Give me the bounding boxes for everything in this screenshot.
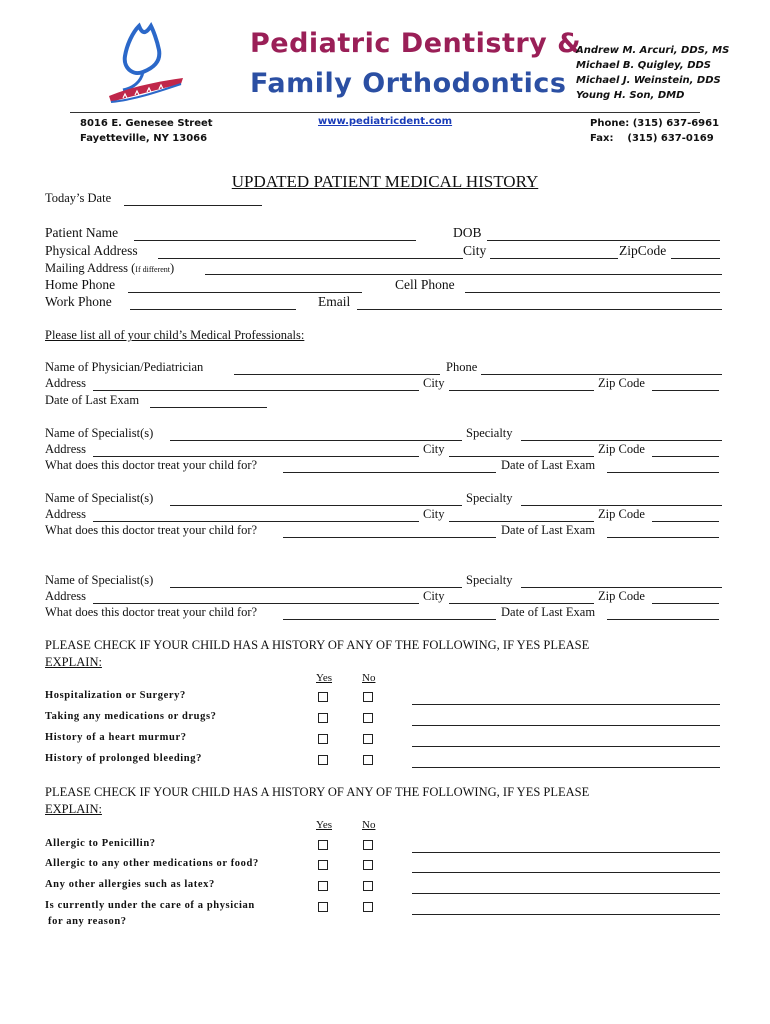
practice-address — [80, 116, 213, 146]
city-label: City — [463, 243, 487, 258]
dob-label: DOB — [453, 225, 482, 240]
contact-numbers — [590, 116, 719, 146]
physical-address-field[interactable] — [158, 258, 463, 259]
fax-number: Fax: (315) 637-0169 — [590, 133, 714, 144]
physician-phone-field[interactable] — [481, 374, 722, 375]
specialist-name-field[interactable] — [170, 440, 462, 441]
practice-name-line1: Pediatric Dentistry & — [250, 28, 582, 59]
specialist-last-exam-field[interactable] — [607, 472, 719, 473]
no-checkbox[interactable] — [363, 734, 373, 744]
question-label: History of a heart murmur? — [45, 732, 187, 743]
physician-city-field[interactable] — [449, 390, 594, 391]
doctor-name: Michael J. Weinstein, DDS — [576, 75, 721, 86]
question-label: Is currently under the care of a physician — [45, 900, 255, 911]
history-heading-explain: EXPLAIN: — [45, 655, 102, 669]
cell-phone-label: Cell Phone — [395, 277, 455, 292]
question-label: Any other allergies such as latex? — [45, 879, 215, 890]
zip-label: ZipCode — [619, 243, 667, 258]
work-phone-field[interactable] — [130, 309, 296, 310]
physician-city-label: City — [423, 376, 445, 390]
specialist-treat-label: What does this doctor treat your child for? — [45, 523, 258, 537]
no-checkbox[interactable] — [363, 881, 373, 891]
specialist-name-field[interactable] — [170, 505, 462, 506]
specialist-treat-field[interactable] — [283, 619, 496, 620]
yes-checkbox[interactable] — [318, 713, 328, 723]
specialist-treat-label: What does this doctor treat your child for? — [45, 605, 258, 619]
no-column-header: No — [362, 672, 376, 684]
explain-field[interactable] — [412, 914, 720, 915]
physician-last-exam-label: Date of Last Exam — [45, 393, 140, 407]
specialist-name-label: Name of Specialist(s) — [45, 426, 154, 440]
specialist-treat-label: What does this doctor treat your child for? — [45, 458, 258, 472]
todays-date-label: Today’s Date — [45, 191, 112, 205]
no-checkbox[interactable] — [363, 860, 373, 870]
specialty-label: Specialty — [466, 573, 513, 587]
specialty-label: Specialty — [466, 491, 513, 505]
physician-last-exam-field[interactable] — [150, 407, 267, 408]
question-label: Allergic to any other medications or food? — [45, 858, 259, 869]
todays-date-field[interactable] — [124, 205, 262, 206]
physician-name-field[interactable] — [234, 374, 440, 375]
specialist-address-field[interactable] — [93, 521, 419, 522]
practice-name-line2: Family Orthodontics — [250, 68, 567, 99]
question-label: History of prolonged bleeding? — [45, 753, 202, 764]
zip-field[interactable] — [671, 258, 720, 259]
no-checkbox[interactable] — [363, 755, 373, 765]
no-checkbox[interactable] — [363, 713, 373, 723]
tooth-logo-icon — [103, 22, 185, 106]
specialist-name-field[interactable] — [170, 587, 462, 588]
yes-checkbox[interactable] — [318, 734, 328, 744]
question-label-continued: for any reason? — [48, 916, 127, 927]
website-link[interactable]: www.pediatricdent.com — [318, 116, 453, 127]
yes-checkbox[interactable] — [318, 692, 328, 702]
specialist-city-field[interactable] — [449, 456, 594, 457]
explain-field[interactable] — [412, 767, 720, 768]
explain-field[interactable] — [412, 893, 720, 894]
doctor-name: Michael B. Quigley, DDS — [576, 60, 712, 71]
question-label: Allergic to Penicillin? — [45, 838, 156, 849]
physician-address-field[interactable] — [93, 390, 419, 391]
explain-field[interactable] — [412, 852, 720, 853]
explain-field[interactable] — [412, 725, 720, 726]
yes-checkbox[interactable] — [318, 902, 328, 912]
specialist-name-label: Name of Specialist(s) — [45, 573, 154, 587]
specialty-field[interactable] — [521, 587, 722, 588]
doctor-name: Andrew M. Arcuri, DDS, MS — [576, 45, 730, 56]
specialist-zip-label: Zip Code — [598, 442, 645, 456]
explain-field[interactable] — [412, 872, 720, 873]
city-state-zip: Fayetteville, NY 13066 — [80, 133, 208, 144]
yes-column-header: Yes — [316, 672, 333, 684]
specialist-name-label: Name of Specialist(s) — [45, 491, 154, 505]
specialty-field[interactable] — [521, 505, 722, 506]
street-address: 8016 E. Genesee Street — [80, 118, 213, 129]
yes-checkbox[interactable] — [318, 881, 328, 891]
specialist-address-label: Address — [45, 507, 86, 521]
specialist-city-label: City — [423, 442, 445, 456]
specialist-address-label: Address — [45, 442, 86, 456]
specialist-city-label: City — [423, 589, 445, 603]
phone-number: Phone: (315) 637-6961 — [590, 118, 720, 129]
specialist-city-field[interactable] — [449, 521, 594, 522]
no-checkbox[interactable] — [363, 902, 373, 912]
explain-field[interactable] — [412, 704, 720, 705]
patient-name-field[interactable] — [134, 240, 416, 241]
physician-name-label: Name of Physician/Pediatrician — [45, 360, 204, 374]
yes-checkbox[interactable] — [318, 755, 328, 765]
specialist-address-label: Address — [45, 589, 86, 603]
physician-zip-label: Zip Code — [598, 376, 645, 390]
allergy-heading-explain: EXPLAIN: — [45, 802, 102, 816]
physician-phone-label: Phone — [446, 360, 478, 374]
doctor-list — [576, 43, 729, 103]
specialist-zip-label: Zip Code — [598, 507, 645, 521]
email-field[interactable] — [357, 309, 722, 310]
specialist-treat-field[interactable] — [283, 537, 496, 538]
specialist-zip-field[interactable] — [652, 521, 719, 522]
specialist-last-exam-label: Date of Last Exam — [501, 458, 596, 472]
no-checkbox[interactable] — [363, 840, 373, 850]
specialist-address-field[interactable] — [93, 456, 419, 457]
mailing-address-field[interactable] — [205, 274, 722, 275]
specialist-city-field[interactable] — [449, 603, 594, 604]
specialist-zip-field[interactable] — [652, 456, 719, 457]
physical-address-label: Physical Address — [45, 243, 138, 258]
mailing-address-label: Mailing Address (If different) — [45, 261, 175, 275]
work-phone-label: Work Phone — [45, 294, 112, 309]
question-label: Hospitalization or Surgery? — [45, 690, 186, 701]
professionals-heading: Please list all of your child’s Medical Professionals: — [45, 328, 305, 342]
home-phone-field[interactable] — [128, 292, 362, 293]
history-heading: PLEASE CHECK IF YOUR CHILD HAS A HISTORY OF ANY OF THE FOLLOWING, IF YES PLEASE — [45, 638, 590, 652]
form-title: UPDATED PATIENT MEDICAL HISTORY — [231, 172, 539, 191]
specialist-last-exam-field[interactable] — [607, 619, 719, 620]
specialty-label: Specialty — [466, 426, 513, 440]
header-divider — [70, 112, 700, 113]
yes-column-header: Yes — [316, 819, 333, 831]
home-phone-label: Home Phone — [45, 277, 116, 292]
question-label: Taking any medications or drugs? — [45, 711, 217, 722]
specialist-city-label: City — [423, 507, 445, 521]
patient-name-label: Patient Name — [45, 225, 119, 240]
specialist-last-exam-field[interactable] — [607, 537, 719, 538]
cell-phone-field[interactable] — [465, 292, 720, 293]
email-label: Email — [318, 294, 351, 309]
city-field[interactable] — [490, 258, 618, 259]
physician-address-label: Address — [45, 376, 86, 390]
specialist-last-exam-label: Date of Last Exam — [501, 605, 596, 619]
specialty-field[interactable] — [521, 440, 722, 441]
specialist-zip-field[interactable] — [652, 603, 719, 604]
dob-field[interactable] — [487, 240, 720, 241]
allergy-heading: PLEASE CHECK IF YOUR CHILD HAS A HISTORY OF ANY OF THE FOLLOWING, IF YES PLEASE — [45, 785, 590, 799]
doctor-name: Young H. Son, DMD — [576, 90, 685, 101]
no-column-header: No — [362, 819, 376, 831]
physician-zip-field[interactable] — [652, 390, 719, 391]
yes-checkbox[interactable] — [318, 840, 328, 850]
yes-checkbox[interactable] — [318, 860, 328, 870]
specialist-treat-field[interactable] — [283, 472, 496, 473]
specialist-last-exam-label: Date of Last Exam — [501, 523, 596, 537]
no-checkbox[interactable] — [363, 692, 373, 702]
explain-field[interactable] — [412, 746, 720, 747]
specialist-zip-label: Zip Code — [598, 589, 645, 603]
specialist-address-field[interactable] — [93, 603, 419, 604]
